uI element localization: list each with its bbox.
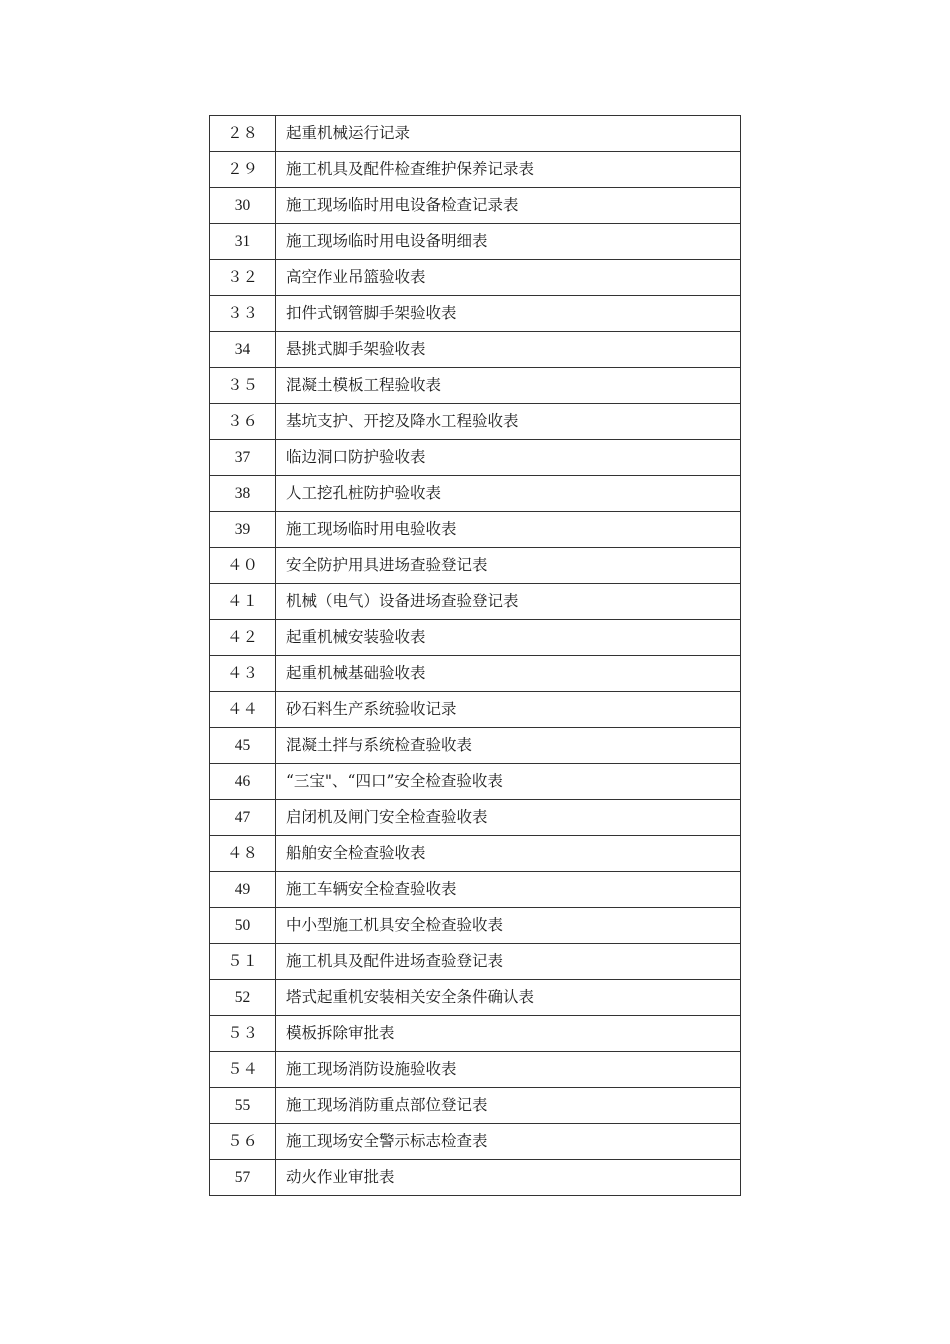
table-row [210, 620, 741, 656]
form-title: 模板拆除审批表 [276, 1016, 741, 1052]
table-row [210, 548, 741, 584]
form-title: 机械（电气）设备进场查验登记表 [276, 584, 741, 620]
row-number: 37 [210, 440, 276, 476]
form-title: 施工现场安全警示标志检查表 [276, 1124, 741, 1160]
form-title: 塔式起重机安装相关安全条件确认表 [276, 980, 741, 1016]
row-number: ４３ [210, 656, 276, 692]
table-row [210, 152, 741, 188]
row-number: ４０ [210, 548, 276, 584]
form-list-table [209, 115, 741, 1196]
table-row [210, 584, 741, 620]
row-number: 45 [210, 728, 276, 764]
form-title: 施工现场临时用电验收表 [276, 512, 741, 548]
form-title: 混凝土拌与系统检查验收表 [276, 728, 741, 764]
table-row [210, 188, 741, 224]
row-number: ２９ [210, 152, 276, 188]
form-title: 临边洞口防护验收表 [276, 440, 741, 476]
table-row [210, 944, 741, 980]
form-title: 高空作业吊篮验收表 [276, 260, 741, 296]
table-row [210, 908, 741, 944]
form-title: 施工现场临时用电设备明细表 [276, 224, 741, 260]
table-row [210, 1052, 741, 1088]
row-number: ３５ [210, 368, 276, 404]
table-row [210, 836, 741, 872]
row-number: ４１ [210, 584, 276, 620]
row-number: 50 [210, 908, 276, 944]
table-row [210, 1016, 741, 1052]
table-row [210, 476, 741, 512]
form-title: 施工车辆安全检查验收表 [276, 872, 741, 908]
form-title: 船舶安全检查验收表 [276, 836, 741, 872]
form-title: 起重机械基础验收表 [276, 656, 741, 692]
row-number: 47 [210, 800, 276, 836]
form-title: 动火作业审批表 [276, 1160, 741, 1196]
row-number: 57 [210, 1160, 276, 1196]
row-number: 55 [210, 1088, 276, 1124]
table-row [210, 512, 741, 548]
table-row [210, 440, 741, 476]
row-number: 31 [210, 224, 276, 260]
form-title: 基坑支护、开挖及降水工程验收表 [276, 404, 741, 440]
table-row [210, 980, 741, 1016]
table-row [210, 656, 741, 692]
row-number: ３２ [210, 260, 276, 296]
row-number: ４２ [210, 620, 276, 656]
form-title: 施工现场消防重点部位登记表 [276, 1088, 741, 1124]
row-number: 49 [210, 872, 276, 908]
table-row [210, 872, 741, 908]
form-title: 悬挑式脚手架验收表 [276, 332, 741, 368]
form-title: 起重机械运行记录 [276, 116, 741, 152]
form-title: 扣件式钢管脚手架验收表 [276, 296, 741, 332]
row-number: 52 [210, 980, 276, 1016]
table-row [210, 800, 741, 836]
row-number: ３６ [210, 404, 276, 440]
table-row [210, 1160, 741, 1196]
form-list-body [210, 116, 741, 1196]
form-title: “三宝"、“四口”安全检查验收表 [276, 764, 741, 800]
form-title: 起重机械安装验收表 [276, 620, 741, 656]
row-number: ５１ [210, 944, 276, 980]
row-number: 38 [210, 476, 276, 512]
form-title: 砂石料生产系统验收记录 [276, 692, 741, 728]
form-title: 施工现场消防设施验收表 [276, 1052, 741, 1088]
form-title: 启闭机及闸门安全检查验收表 [276, 800, 741, 836]
row-number: 30 [210, 188, 276, 224]
row-number: 46 [210, 764, 276, 800]
table-row [210, 260, 741, 296]
row-number: 39 [210, 512, 276, 548]
row-number: ２８ [210, 116, 276, 152]
row-number: ５３ [210, 1016, 276, 1052]
form-title: 施工机具及配件进场查验登记表 [276, 944, 741, 980]
table-row [210, 1088, 741, 1124]
table-row [210, 728, 741, 764]
table-row [210, 368, 741, 404]
form-title: 施工现场临时用电设备检查记录表 [276, 188, 741, 224]
row-number: ４８ [210, 836, 276, 872]
table-row [210, 1124, 741, 1160]
table-row [210, 404, 741, 440]
form-title: 安全防护用具进场查验登记表 [276, 548, 741, 584]
row-number: ５４ [210, 1052, 276, 1088]
table-row [210, 332, 741, 368]
form-title: 人工挖孔桩防护验收表 [276, 476, 741, 512]
form-title: 施工机具及配件检查维护保养记录表 [276, 152, 741, 188]
table-row [210, 296, 741, 332]
table-row [210, 764, 741, 800]
row-number: ３３ [210, 296, 276, 332]
row-number: 34 [210, 332, 276, 368]
table-row [210, 692, 741, 728]
row-number: ５６ [210, 1124, 276, 1160]
form-title: 混凝土模板工程验收表 [276, 368, 741, 404]
table-row [210, 116, 741, 152]
table-row [210, 224, 741, 260]
form-title: 中小型施工机具安全检查验收表 [276, 908, 741, 944]
row-number: ４４ [210, 692, 276, 728]
